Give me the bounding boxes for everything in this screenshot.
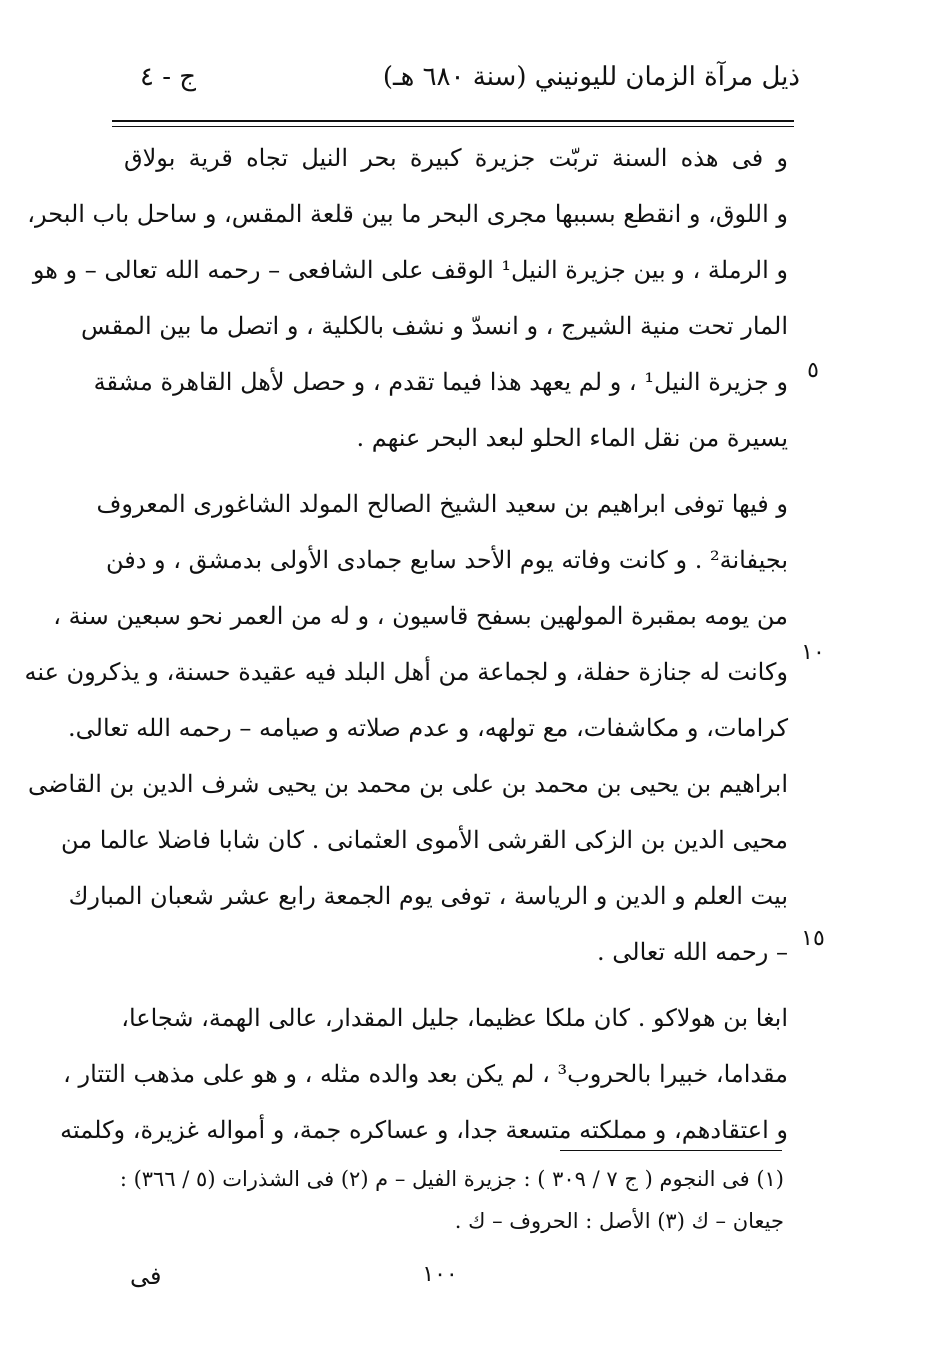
- text-line: من يومه بمقبرة المولهين بسفح قاسيون ، و له من العمر نحو سبعين سنة ،: [53, 602, 788, 630]
- header-rule: [112, 120, 794, 122]
- main-text: [24, 130, 788, 1158]
- text-line: بجيفانة² . و كانت وفاته يوم الأحد سابع جمادى الأولى بدمشق ، و دفن: [105, 546, 788, 574]
- text-line: يسيرة من نقل الماء الحلو لبعد البحر عنهم .: [356, 424, 788, 452]
- text-line: و فى هذه السنة تربّت جزيرة كبيرة بحر النيل تجاه قرية بولاق: [124, 144, 788, 172]
- text-line: وكانت له جنازة حفلة، و لجماعة من أهل البلد فيه عقيدة حسنة، و يذكرون عنه: [24, 658, 788, 686]
- text-line: و فيها توفى ابراهيم بن سعيد الشيخ الصالح المولد الشاغورى المعروف: [96, 490, 788, 518]
- text-line: بيت العلم و الدين و الرياسة ، توفى يوم الجمعة رابع عشر شعبان المبارك: [68, 882, 788, 910]
- header-rule-secondary: [112, 126, 794, 127]
- footnotes: [119, 1158, 784, 1242]
- text-line: المار تحت منية الشيرج ، و انسدّ و نشف بالكلية ، و اتصل ما بين المقس: [81, 312, 788, 340]
- text-line: و الرملة ، و بين جزيرة النيل¹ الوقف على الشافعى – رحمه الله تعالى – و هو: [32, 256, 788, 284]
- text-line: و اعتقادهم، و مملكته متسعة جدا، و عساكره جمة، و أمواله غزيرة، وكلمته: [60, 1116, 788, 1144]
- line-number: ١٠: [801, 640, 825, 665]
- text-line: و جزيرة النيل¹ ، و لم يعهد هذا فيما تقدم ، و حصل لأهل القاهرة مشقة: [93, 368, 788, 396]
- text-line: مقداما، خبيرا بالحروب³ ، لم يكن بعد والده مثله ، و هو على مذهب التتار ،: [63, 1060, 788, 1088]
- line-number: ١٥: [801, 926, 825, 951]
- header-title: ذيل مرآة الزمان لليونيني (سنة ٦٨٠ هـ): [382, 62, 800, 92]
- footnote-rule: [560, 1150, 782, 1151]
- text-line: كرامات، و مكاشفات، مع تولهه، و عدم صلاته و صيامه – رحمه الله تعالى.: [68, 714, 788, 742]
- header-volume: ج - ٤: [140, 62, 197, 92]
- page-number: ١٠٠: [422, 1262, 458, 1287]
- running-header: [120, 62, 800, 112]
- text-line: ابراهيم بن يحيى بن محمد بن على بن محمد بن يحيى شرف الدين بن القاضى: [28, 770, 788, 798]
- text-line: محيى الدين بن الزكى القرشى الأموى العثمانى . كان شابا فاضلا عالما من: [61, 826, 788, 854]
- text-line: ابغا بن هولاكو . كان ملكا عظيما، جليل المقدار، عالى الهمة، شجاعا،: [121, 1004, 788, 1032]
- footnote-line: (١) فى النجوم ( ج ٧ / ٣٠٩ ) : جزيرة الفيل – م (٢) فى الشذرات (٥ / ٣٦٦) :: [119, 1167, 784, 1191]
- text-line: و اللوق، و انقطع بسببها مجرى البحر ما بين قلعة المقس، و ساحل باب البحر،: [27, 200, 788, 228]
- footnote-line: جيعان – ك (٣) الأصل : الحروف – ك .: [454, 1209, 784, 1233]
- line-number: ٥: [807, 358, 819, 383]
- text-line: – رحمه الله تعالى .: [597, 938, 788, 966]
- catchword: فى: [130, 1262, 162, 1290]
